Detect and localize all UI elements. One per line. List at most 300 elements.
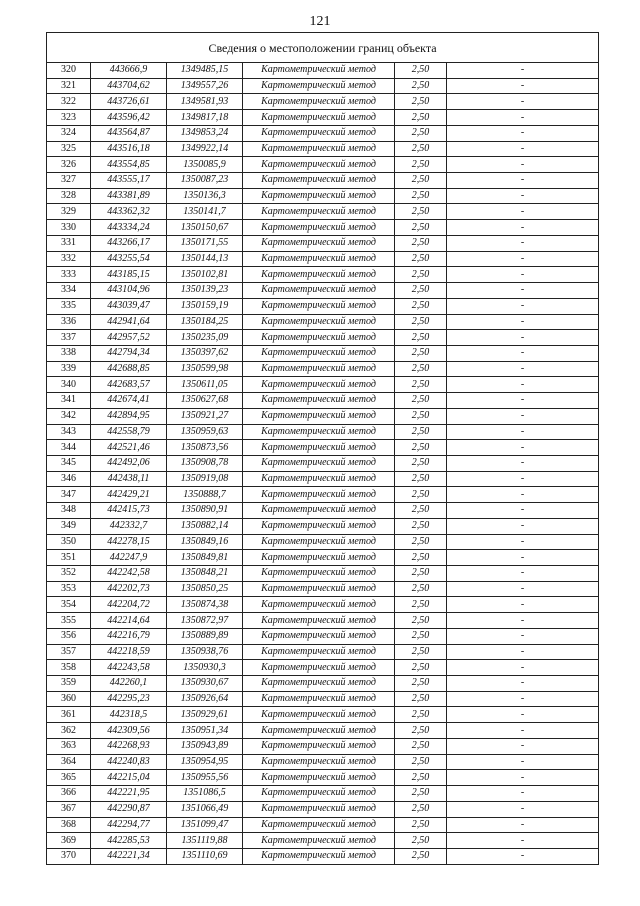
point-number-cell: 369 xyxy=(47,833,91,849)
note-cell: - xyxy=(447,471,599,487)
table-row xyxy=(47,157,599,173)
x-coordinate-cell: 442268,93 xyxy=(91,738,167,754)
x-coordinate-cell: 442957,52 xyxy=(91,330,167,346)
point-number-cell: 360 xyxy=(47,691,91,707)
note-cell: - xyxy=(447,534,599,550)
method-cell: Картометрический метод xyxy=(243,393,395,409)
table-row xyxy=(47,471,599,487)
accuracy-cell: 2,50 xyxy=(395,440,447,456)
note-cell: - xyxy=(447,283,599,299)
note-cell: - xyxy=(447,125,599,141)
table-row xyxy=(47,848,599,864)
x-coordinate-cell: 442214,64 xyxy=(91,613,167,629)
accuracy-cell: 2,50 xyxy=(395,220,447,236)
method-cell: Картометрический метод xyxy=(243,377,395,393)
accuracy-cell: 2,50 xyxy=(395,314,447,330)
method-cell: Картометрический метод xyxy=(243,125,395,141)
x-coordinate-cell: 442240,83 xyxy=(91,754,167,770)
point-number-cell: 344 xyxy=(47,440,91,456)
y-coordinate-cell: 1350872,97 xyxy=(167,613,243,629)
y-coordinate-cell: 1350882,14 xyxy=(167,518,243,534)
note-cell: - xyxy=(447,235,599,251)
method-cell: Картометрический метод xyxy=(243,141,395,157)
table-body xyxy=(47,33,599,865)
table-row xyxy=(47,204,599,220)
accuracy-cell: 2,50 xyxy=(395,471,447,487)
method-cell: Картометрический метод xyxy=(243,848,395,864)
table-row xyxy=(47,110,599,126)
y-coordinate-cell: 1350849,81 xyxy=(167,550,243,566)
table-row xyxy=(47,754,599,770)
point-number-cell: 346 xyxy=(47,471,91,487)
y-coordinate-cell: 1350926,64 xyxy=(167,691,243,707)
note-cell: - xyxy=(447,110,599,126)
note-cell: - xyxy=(447,94,599,110)
y-coordinate-cell: 1349581,93 xyxy=(167,94,243,110)
x-coordinate-cell: 442221,34 xyxy=(91,848,167,864)
accuracy-cell: 2,50 xyxy=(395,330,447,346)
x-coordinate-cell: 442215,04 xyxy=(91,770,167,786)
note-cell: - xyxy=(447,188,599,204)
note-cell: - xyxy=(447,377,599,393)
accuracy-cell: 2,50 xyxy=(395,676,447,692)
table-row xyxy=(47,676,599,692)
table-title-row xyxy=(47,33,599,63)
point-number-cell: 353 xyxy=(47,581,91,597)
accuracy-cell: 2,50 xyxy=(395,377,447,393)
table-row xyxy=(47,141,599,157)
accuracy-cell: 2,50 xyxy=(395,660,447,676)
note-cell: - xyxy=(447,581,599,597)
note-cell: - xyxy=(447,63,599,79)
y-coordinate-cell: 1349485,15 xyxy=(167,63,243,79)
x-coordinate-cell: 442941,64 xyxy=(91,314,167,330)
y-coordinate-cell: 1350955,56 xyxy=(167,770,243,786)
y-coordinate-cell: 1350085,9 xyxy=(167,157,243,173)
table-row xyxy=(47,691,599,707)
y-coordinate-cell: 1349817,18 xyxy=(167,110,243,126)
table-row xyxy=(47,94,599,110)
point-number-cell: 349 xyxy=(47,518,91,534)
y-coordinate-cell: 1350943,89 xyxy=(167,738,243,754)
note-cell: - xyxy=(447,613,599,629)
point-number-cell: 365 xyxy=(47,770,91,786)
note-cell: - xyxy=(447,566,599,582)
x-coordinate-cell: 443255,54 xyxy=(91,251,167,267)
accuracy-cell: 2,50 xyxy=(395,723,447,739)
point-number-cell: 336 xyxy=(47,314,91,330)
method-cell: Картометрический метод xyxy=(243,298,395,314)
method-cell: Картометрический метод xyxy=(243,424,395,440)
x-coordinate-cell: 443554,85 xyxy=(91,157,167,173)
table-row xyxy=(47,283,599,299)
x-coordinate-cell: 442295,23 xyxy=(91,691,167,707)
method-cell: Картометрический метод xyxy=(243,204,395,220)
x-coordinate-cell: 442218,59 xyxy=(91,644,167,660)
accuracy-cell: 2,50 xyxy=(395,738,447,754)
note-cell: - xyxy=(447,330,599,346)
table-row xyxy=(47,63,599,79)
point-number-cell: 320 xyxy=(47,63,91,79)
y-coordinate-cell: 1350921,27 xyxy=(167,408,243,424)
point-number-cell: 370 xyxy=(47,848,91,864)
x-coordinate-cell: 442429,21 xyxy=(91,487,167,503)
accuracy-cell: 2,50 xyxy=(395,361,447,377)
y-coordinate-cell: 1350087,23 xyxy=(167,173,243,189)
method-cell: Картометрический метод xyxy=(243,817,395,833)
point-number-cell: 326 xyxy=(47,157,91,173)
method-cell: Картометрический метод xyxy=(243,770,395,786)
method-cell: Картометрический метод xyxy=(243,235,395,251)
note-cell: - xyxy=(447,644,599,660)
accuracy-cell: 2,50 xyxy=(395,251,447,267)
point-number-cell: 329 xyxy=(47,204,91,220)
method-cell: Картометрический метод xyxy=(243,63,395,79)
y-coordinate-cell: 1350102,81 xyxy=(167,267,243,283)
x-coordinate-cell: 442688,85 xyxy=(91,361,167,377)
method-cell: Картометрический метод xyxy=(243,487,395,503)
accuracy-cell: 2,50 xyxy=(395,707,447,723)
accuracy-cell: 2,50 xyxy=(395,503,447,519)
note-cell: - xyxy=(447,660,599,676)
accuracy-cell: 2,50 xyxy=(395,550,447,566)
x-coordinate-cell: 442243,58 xyxy=(91,660,167,676)
page-number: 121 xyxy=(309,14,331,29)
note-cell: - xyxy=(447,267,599,283)
method-cell: Картометрический метод xyxy=(243,660,395,676)
accuracy-cell: 2,50 xyxy=(395,235,447,251)
accuracy-cell: 2,50 xyxy=(395,644,447,660)
x-coordinate-cell: 443704,62 xyxy=(91,78,167,94)
x-coordinate-cell: 443104,96 xyxy=(91,283,167,299)
point-number-cell: 321 xyxy=(47,78,91,94)
point-number-cell: 324 xyxy=(47,125,91,141)
x-coordinate-cell: 443381,89 xyxy=(91,188,167,204)
point-number-cell: 334 xyxy=(47,283,91,299)
method-cell: Картометрический метод xyxy=(243,251,395,267)
table-row xyxy=(47,345,599,361)
accuracy-cell: 2,50 xyxy=(395,770,447,786)
y-coordinate-cell: 1350141,7 xyxy=(167,204,243,220)
y-coordinate-cell: 1350954,95 xyxy=(167,754,243,770)
table-title: Сведения о местоположении границ объекта xyxy=(47,33,599,63)
y-coordinate-cell: 1350930,3 xyxy=(167,660,243,676)
table-row xyxy=(47,786,599,802)
method-cell: Картометрический метод xyxy=(243,345,395,361)
method-cell: Картометрический метод xyxy=(243,408,395,424)
note-cell: - xyxy=(447,314,599,330)
table-row xyxy=(47,723,599,739)
note-cell: - xyxy=(447,691,599,707)
point-number-cell: 342 xyxy=(47,408,91,424)
note-cell: - xyxy=(447,78,599,94)
y-coordinate-cell: 1350873,56 xyxy=(167,440,243,456)
table-row xyxy=(47,220,599,236)
y-coordinate-cell: 1350874,38 xyxy=(167,597,243,613)
method-cell: Картометрический метод xyxy=(243,754,395,770)
note-cell: - xyxy=(447,424,599,440)
accuracy-cell: 2,50 xyxy=(395,157,447,173)
table-row xyxy=(47,566,599,582)
note-cell: - xyxy=(447,676,599,692)
point-number-cell: 333 xyxy=(47,267,91,283)
method-cell: Картометрический метод xyxy=(243,644,395,660)
table-row xyxy=(47,377,599,393)
method-cell: Картометрический метод xyxy=(243,597,395,613)
table-row xyxy=(47,251,599,267)
note-cell: - xyxy=(447,801,599,817)
note-cell: - xyxy=(447,723,599,739)
table-row xyxy=(47,660,599,676)
point-number-cell: 362 xyxy=(47,723,91,739)
x-coordinate-cell: 442260,1 xyxy=(91,676,167,692)
accuracy-cell: 2,50 xyxy=(395,691,447,707)
note-cell: - xyxy=(447,361,599,377)
point-number-cell: 328 xyxy=(47,188,91,204)
point-number-cell: 368 xyxy=(47,817,91,833)
method-cell: Картометрический метод xyxy=(243,801,395,817)
point-number-cell: 355 xyxy=(47,613,91,629)
table-row xyxy=(47,78,599,94)
note-cell: - xyxy=(447,440,599,456)
y-coordinate-cell: 1350890,91 xyxy=(167,503,243,519)
table-row xyxy=(47,707,599,723)
note-cell: - xyxy=(447,833,599,849)
y-coordinate-cell: 1349853,24 xyxy=(167,125,243,141)
point-number-cell: 350 xyxy=(47,534,91,550)
y-coordinate-cell: 1350849,16 xyxy=(167,534,243,550)
note-cell: - xyxy=(447,408,599,424)
note-cell: - xyxy=(447,817,599,833)
note-cell: - xyxy=(447,298,599,314)
method-cell: Картометрический метод xyxy=(243,833,395,849)
y-coordinate-cell: 1350959,63 xyxy=(167,424,243,440)
point-number-cell: 337 xyxy=(47,330,91,346)
accuracy-cell: 2,50 xyxy=(395,848,447,864)
accuracy-cell: 2,50 xyxy=(395,581,447,597)
accuracy-cell: 2,50 xyxy=(395,534,447,550)
table-row xyxy=(47,314,599,330)
x-coordinate-cell: 443334,24 xyxy=(91,220,167,236)
boundary-coordinates-table xyxy=(46,32,599,865)
method-cell: Картометрический метод xyxy=(243,110,395,126)
x-coordinate-cell: 443362,32 xyxy=(91,204,167,220)
note-cell: - xyxy=(447,220,599,236)
x-coordinate-cell: 443039,47 xyxy=(91,298,167,314)
accuracy-cell: 2,50 xyxy=(395,63,447,79)
accuracy-cell: 2,50 xyxy=(395,188,447,204)
accuracy-cell: 2,50 xyxy=(395,298,447,314)
accuracy-cell: 2,50 xyxy=(395,204,447,220)
note-cell: - xyxy=(447,848,599,864)
x-coordinate-cell: 442216,79 xyxy=(91,628,167,644)
y-coordinate-cell: 1350599,98 xyxy=(167,361,243,377)
note-cell: - xyxy=(447,754,599,770)
accuracy-cell: 2,50 xyxy=(395,628,447,644)
x-coordinate-cell: 443564,87 xyxy=(91,125,167,141)
note-cell: - xyxy=(447,455,599,471)
accuracy-cell: 2,50 xyxy=(395,518,447,534)
y-coordinate-cell: 1350919,08 xyxy=(167,471,243,487)
table-row xyxy=(47,173,599,189)
method-cell: Картометрический метод xyxy=(243,157,395,173)
y-coordinate-cell: 1349922,14 xyxy=(167,141,243,157)
method-cell: Картометрический метод xyxy=(243,786,395,802)
point-number-cell: 325 xyxy=(47,141,91,157)
method-cell: Картометрический метод xyxy=(243,267,395,283)
note-cell: - xyxy=(447,204,599,220)
accuracy-cell: 2,50 xyxy=(395,786,447,802)
method-cell: Картометрический метод xyxy=(243,94,395,110)
note-cell: - xyxy=(447,251,599,267)
table-row xyxy=(47,424,599,440)
accuracy-cell: 2,50 xyxy=(395,125,447,141)
method-cell: Картометрический метод xyxy=(243,676,395,692)
point-number-cell: 358 xyxy=(47,660,91,676)
x-coordinate-cell: 442278,15 xyxy=(91,534,167,550)
y-coordinate-cell: 1351099,47 xyxy=(167,817,243,833)
table-row xyxy=(47,487,599,503)
accuracy-cell: 2,50 xyxy=(395,393,447,409)
note-cell: - xyxy=(447,550,599,566)
table-row xyxy=(47,518,599,534)
note-cell: - xyxy=(447,518,599,534)
x-coordinate-cell: 442290,87 xyxy=(91,801,167,817)
x-coordinate-cell: 442415,73 xyxy=(91,503,167,519)
accuracy-cell: 2,50 xyxy=(395,141,447,157)
note-cell: - xyxy=(447,487,599,503)
point-number-cell: 338 xyxy=(47,345,91,361)
accuracy-cell: 2,50 xyxy=(395,613,447,629)
point-number-cell: 356 xyxy=(47,628,91,644)
point-number-cell: 339 xyxy=(47,361,91,377)
point-number-cell: 323 xyxy=(47,110,91,126)
table-row xyxy=(47,801,599,817)
note-cell: - xyxy=(447,628,599,644)
table-row xyxy=(47,833,599,849)
method-cell: Картометрический метод xyxy=(243,518,395,534)
y-coordinate-cell: 1350159,19 xyxy=(167,298,243,314)
point-number-cell: 364 xyxy=(47,754,91,770)
table-row xyxy=(47,534,599,550)
table-row xyxy=(47,644,599,660)
y-coordinate-cell: 1350235,09 xyxy=(167,330,243,346)
x-coordinate-cell: 442242,58 xyxy=(91,566,167,582)
x-coordinate-cell: 443596,42 xyxy=(91,110,167,126)
point-number-cell: 331 xyxy=(47,235,91,251)
accuracy-cell: 2,50 xyxy=(395,94,447,110)
note-cell: - xyxy=(447,393,599,409)
method-cell: Картометрический метод xyxy=(243,330,395,346)
y-coordinate-cell: 1349557,26 xyxy=(167,78,243,94)
method-cell: Картометрический метод xyxy=(243,707,395,723)
y-coordinate-cell: 1350888,7 xyxy=(167,487,243,503)
table-row xyxy=(47,628,599,644)
x-coordinate-cell: 442894,95 xyxy=(91,408,167,424)
table-row xyxy=(47,267,599,283)
x-coordinate-cell: 442332,7 xyxy=(91,518,167,534)
y-coordinate-cell: 1350908,78 xyxy=(167,455,243,471)
method-cell: Картометрический метод xyxy=(243,534,395,550)
accuracy-cell: 2,50 xyxy=(395,833,447,849)
accuracy-cell: 2,50 xyxy=(395,110,447,126)
x-coordinate-cell: 442309,56 xyxy=(91,723,167,739)
method-cell: Картометрический метод xyxy=(243,581,395,597)
table-row xyxy=(47,408,599,424)
point-number-cell: 335 xyxy=(47,298,91,314)
x-coordinate-cell: 442202,73 xyxy=(91,581,167,597)
accuracy-cell: 2,50 xyxy=(395,754,447,770)
method-cell: Картометрический метод xyxy=(243,503,395,519)
note-cell: - xyxy=(447,597,599,613)
accuracy-cell: 2,50 xyxy=(395,78,447,94)
accuracy-cell: 2,50 xyxy=(395,424,447,440)
method-cell: Картометрический метод xyxy=(243,188,395,204)
table-row xyxy=(47,817,599,833)
x-coordinate-cell: 442318,5 xyxy=(91,707,167,723)
point-number-cell: 367 xyxy=(47,801,91,817)
point-number-cell: 359 xyxy=(47,676,91,692)
y-coordinate-cell: 1351086,5 xyxy=(167,786,243,802)
table-row xyxy=(47,125,599,141)
table-row xyxy=(47,361,599,377)
method-cell: Картометрический метод xyxy=(243,440,395,456)
y-coordinate-cell: 1350171,55 xyxy=(167,235,243,251)
x-coordinate-cell: 443726,61 xyxy=(91,94,167,110)
x-coordinate-cell: 443516,18 xyxy=(91,141,167,157)
table-row xyxy=(47,770,599,786)
point-number-cell: 347 xyxy=(47,487,91,503)
x-coordinate-cell: 442492,06 xyxy=(91,455,167,471)
accuracy-cell: 2,50 xyxy=(395,487,447,503)
table-row xyxy=(47,188,599,204)
x-coordinate-cell: 442285,53 xyxy=(91,833,167,849)
x-coordinate-cell: 443266,17 xyxy=(91,235,167,251)
point-number-cell: 352 xyxy=(47,566,91,582)
y-coordinate-cell: 1350850,25 xyxy=(167,581,243,597)
point-number-cell: 341 xyxy=(47,393,91,409)
point-number-cell: 366 xyxy=(47,786,91,802)
y-coordinate-cell: 1350136,3 xyxy=(167,188,243,204)
table-row xyxy=(47,503,599,519)
method-cell: Картометрический метод xyxy=(243,173,395,189)
y-coordinate-cell: 1350611,05 xyxy=(167,377,243,393)
accuracy-cell: 2,50 xyxy=(395,345,447,361)
method-cell: Картометрический метод xyxy=(243,220,395,236)
table-row xyxy=(47,550,599,566)
method-cell: Картометрический метод xyxy=(243,550,395,566)
accuracy-cell: 2,50 xyxy=(395,597,447,613)
point-number-cell: 322 xyxy=(47,94,91,110)
accuracy-cell: 2,50 xyxy=(395,408,447,424)
x-coordinate-cell: 442438,11 xyxy=(91,471,167,487)
point-number-cell: 361 xyxy=(47,707,91,723)
y-coordinate-cell: 1350150,67 xyxy=(167,220,243,236)
method-cell: Картометрический метод xyxy=(243,361,395,377)
point-number-cell: 343 xyxy=(47,424,91,440)
note-cell: - xyxy=(447,345,599,361)
table-row xyxy=(47,581,599,597)
method-cell: Картометрический метод xyxy=(243,628,395,644)
x-coordinate-cell: 443185,15 xyxy=(91,267,167,283)
y-coordinate-cell: 1350938,76 xyxy=(167,644,243,660)
table-row xyxy=(47,330,599,346)
y-coordinate-cell: 1350930,67 xyxy=(167,676,243,692)
method-cell: Картометрический метод xyxy=(243,78,395,94)
point-number-cell: 327 xyxy=(47,173,91,189)
table-row xyxy=(47,393,599,409)
accuracy-cell: 2,50 xyxy=(395,455,447,471)
